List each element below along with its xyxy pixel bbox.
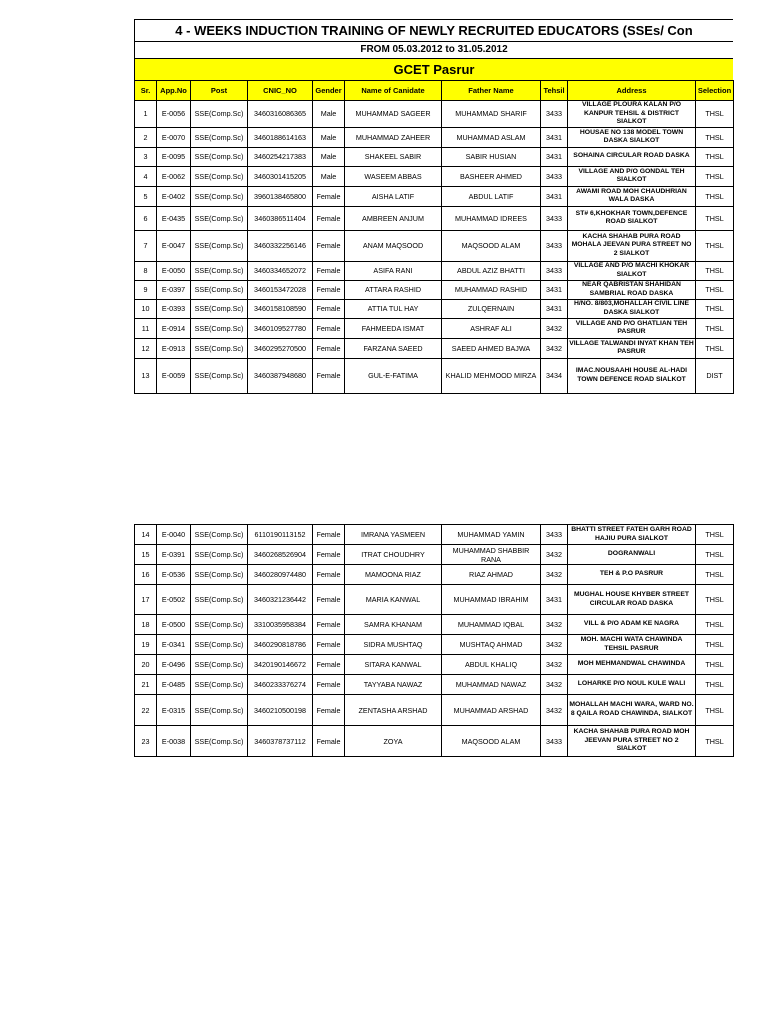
cell-sr: 6: [135, 206, 157, 230]
cell-gender: Female: [313, 299, 345, 318]
cell-name: ATTARA RASHID: [345, 280, 442, 299]
table-row: [135, 615, 734, 635]
cell-gender: Female: [313, 230, 345, 261]
cell-cnic: 3460301415205: [248, 166, 313, 186]
cell-address: KACHA SHAHAB PURA ROAD MOH JEEVAN PURA STREET NO 2 SIALKOT: [568, 726, 696, 757]
cell-address: VILLAGE AND P/O GHATLIAN TEH PASRUR: [568, 318, 696, 338]
cell-app-no: E-0914: [157, 318, 191, 338]
cell-father: MUHAMMAD SHARIF: [442, 101, 541, 128]
cell-app-no: E-0502: [157, 585, 191, 615]
cell-gender: Female: [313, 358, 345, 393]
cell-address: DOGRANWALI: [568, 545, 696, 565]
cell-address: AWAMI ROAD MOH CHAUDHRIAN WALA DASKA: [568, 186, 696, 206]
training-center: GCET Pasrur: [134, 58, 733, 80]
cell-app-no: E-0485: [157, 675, 191, 695]
cell-sr: 13: [135, 358, 157, 393]
cell-app-no: E-0500: [157, 615, 191, 635]
cell-post: SSE(Comp.Sc): [191, 318, 248, 338]
col-sr: Sr.: [135, 81, 157, 101]
cell-gender: Female: [313, 280, 345, 299]
cell-tehsil: 3432: [541, 615, 568, 635]
cell-post: SSE(Comp.Sc): [191, 675, 248, 695]
cell-selection: THSL: [696, 635, 734, 655]
cell-app-no: E-0047: [157, 230, 191, 261]
col-app-no: App.No: [157, 81, 191, 101]
cell-name: AISHA LATIF: [345, 186, 442, 206]
cell-cnic: 3460188614163: [248, 127, 313, 147]
cell-tehsil: 3431: [541, 127, 568, 147]
cell-tehsil: 3432: [541, 675, 568, 695]
cell-name: ANAM MAQSOOD: [345, 230, 442, 261]
cell-app-no: E-0059: [157, 358, 191, 393]
cell-father: ABDUL KHALIQ: [442, 655, 541, 675]
cell-gender: Female: [313, 318, 345, 338]
cell-name: MUHAMMAD ZAHEER: [345, 127, 442, 147]
cell-cnic: 3460290818786: [248, 635, 313, 655]
cell-selection: THSL: [696, 127, 734, 147]
cell-tehsil: 3432: [541, 565, 568, 585]
cell-address: MUGHAL HOUSE KHYBER STREET CIRCULAR ROAD DASKA: [568, 585, 696, 615]
cell-gender: Female: [313, 655, 345, 675]
cell-app-no: E-0341: [157, 635, 191, 655]
cell-gender: Female: [313, 338, 345, 358]
cell-name: ITRAT CHOUDHRY: [345, 545, 442, 565]
cell-sr: 17: [135, 585, 157, 615]
cell-sr: 22: [135, 695, 157, 726]
cell-address: KACHA SHAHAB PURA ROAD MOHALA JEEVAN PURA STREET NO 2 SIALKOT: [568, 230, 696, 261]
cell-father: MUHAMMAD IQBAL: [442, 615, 541, 635]
cell-selection: THSL: [696, 280, 734, 299]
cell-gender: Female: [313, 261, 345, 280]
cell-tehsil: 3432: [541, 338, 568, 358]
cell-father: MUHAMMAD NAWAZ: [442, 675, 541, 695]
col-cnic: CNIC_NO: [248, 81, 313, 101]
cell-name: SIDRA MUSHTAQ: [345, 635, 442, 655]
cell-gender: Female: [313, 695, 345, 726]
cell-sr: 11: [135, 318, 157, 338]
cell-sr: 15: [135, 545, 157, 565]
cell-gender: Male: [313, 101, 345, 128]
cell-address: VILL & P/O ADAM KE NAGRA: [568, 615, 696, 635]
cell-father: SABIR HUSIAN: [442, 147, 541, 166]
cell-name: ATTIA TUL HAY: [345, 299, 442, 318]
col-name: Name of Canidate: [345, 81, 442, 101]
cell-gender: Female: [313, 565, 345, 585]
cell-address: MOHALLAH MACHI WARA, WARD NO. 8 QAILA ROAD CHAWINDA, SIALKOT: [568, 695, 696, 726]
cell-name: ASIFA RANI: [345, 261, 442, 280]
cell-gender: Female: [313, 525, 345, 545]
cell-address: MOH MEHMANDWAL CHAWINDA: [568, 655, 696, 675]
cell-post: SSE(Comp.Sc): [191, 261, 248, 280]
cell-selection: THSL: [696, 261, 734, 280]
cell-name: GUL-E-FATIMA: [345, 358, 442, 393]
cell-app-no: E-0397: [157, 280, 191, 299]
cell-father: ASHRAF ALI: [442, 318, 541, 338]
cell-tehsil: 3433: [541, 206, 568, 230]
cell-cnic: 6110190113152: [248, 525, 313, 545]
cell-gender: Female: [313, 585, 345, 615]
cell-cnic: 3960138465800: [248, 186, 313, 206]
cell-selection: THSL: [696, 101, 734, 128]
cell-address: ST# 6,KHOKHAR TOWN,DEFENCE ROAD SIALKOT: [568, 206, 696, 230]
table-row: [135, 230, 734, 261]
table-row: [135, 101, 734, 128]
table-row: [135, 695, 734, 726]
cell-father: KHALID MEHMOOD MIRZA: [442, 358, 541, 393]
cell-name: AMBREEN ANJUM: [345, 206, 442, 230]
cell-gender: Female: [313, 206, 345, 230]
cell-father: SAEED AHMED BAJWA: [442, 338, 541, 358]
cell-name: MUHAMMAD SAGEER: [345, 101, 442, 128]
cell-name: ZENTASHA ARSHAD: [345, 695, 442, 726]
cell-cnic: 3460254217383: [248, 147, 313, 166]
cell-father: MUHAMMAD IDREES: [442, 206, 541, 230]
cell-tehsil: 3431: [541, 299, 568, 318]
cell-address: VILLAGE AND P/O MACHI KHOKAR SIALKOT: [568, 261, 696, 280]
cell-tehsil: 3431: [541, 186, 568, 206]
cell-sr: 21: [135, 675, 157, 695]
cell-selection: THSL: [696, 166, 734, 186]
cell-post: SSE(Comp.Sc): [191, 615, 248, 635]
cell-cnic: 3460280974480: [248, 565, 313, 585]
cell-app-no: E-0913: [157, 338, 191, 358]
cell-name: SAMRA KHANAM: [345, 615, 442, 635]
cell-gender: Female: [313, 675, 345, 695]
cell-name: SITARA KANWAL: [345, 655, 442, 675]
cell-cnic: 3310035958384: [248, 615, 313, 635]
cell-father: ABDUL AZIZ BHATTI: [442, 261, 541, 280]
cell-father: MUHAMMAD ARSHAD: [442, 695, 541, 726]
cell-gender: Male: [313, 166, 345, 186]
cell-post: SSE(Comp.Sc): [191, 206, 248, 230]
cell-sr: 4: [135, 166, 157, 186]
cell-cnic: 3460268526904: [248, 545, 313, 565]
cell-name: FAHMEEDA ISMAT: [345, 318, 442, 338]
cell-app-no: E-0056: [157, 101, 191, 128]
cell-gender: Female: [313, 726, 345, 757]
cell-sr: 1: [135, 101, 157, 128]
cell-selection: THSL: [696, 655, 734, 675]
cell-name: MAMOONA RIAZ: [345, 565, 442, 585]
table-row: [135, 338, 734, 358]
cell-gender: Female: [313, 635, 345, 655]
cell-address: LOHARKE P/O NOUL KULE WALI: [568, 675, 696, 695]
cell-cnic: 3460233376274: [248, 675, 313, 695]
candidate-table-2: [134, 524, 733, 757]
cell-address: VILLAGE TALWANDI INYAT KHAN TEH PASRUR: [568, 338, 696, 358]
cell-cnic: 3460295270500: [248, 338, 313, 358]
report-title: 4 - WEEKS INDUCTION TRAINING OF NEWLY RECRUITED EDUCATORS (SSEs/ Con: [134, 19, 733, 41]
cell-name: WASEEM ABBAS: [345, 166, 442, 186]
table-row: [135, 127, 734, 147]
cell-name: FARZANA SAEED: [345, 338, 442, 358]
cell-father: MUHAMMAD IBRAHIM: [442, 585, 541, 615]
cell-sr: 5: [135, 186, 157, 206]
cell-selection: THSL: [696, 545, 734, 565]
cell-tehsil: 3432: [541, 635, 568, 655]
cell-post: SSE(Comp.Sc): [191, 101, 248, 128]
cell-app-no: E-0040: [157, 525, 191, 545]
cell-sr: 9: [135, 280, 157, 299]
cell-cnic: 3460387948680: [248, 358, 313, 393]
cell-selection: THSL: [696, 318, 734, 338]
table-row: [135, 675, 734, 695]
cell-address: IMAC.NOUSAAHI HOUSE AL-HADI TOWN DEFENCE ROAD SIALKOT: [568, 358, 696, 393]
cell-name: MARIA KANWAL: [345, 585, 442, 615]
table-row: [135, 261, 734, 280]
cell-post: SSE(Comp.Sc): [191, 338, 248, 358]
cell-sr: 14: [135, 525, 157, 545]
col-post: Post: [191, 81, 248, 101]
cell-app-no: E-0393: [157, 299, 191, 318]
cell-cnic: 3460158108590: [248, 299, 313, 318]
cell-tehsil: 3433: [541, 261, 568, 280]
cell-selection: THSL: [696, 525, 734, 545]
cell-selection: THSL: [696, 695, 734, 726]
cell-address: BHATTI STREET FATEH GARH ROAD HAJIU PURA SIALKOT: [568, 525, 696, 545]
cell-selection: THSL: [696, 186, 734, 206]
cell-sr: 2: [135, 127, 157, 147]
cell-father: BASHEER AHMED: [442, 166, 541, 186]
cell-gender: Female: [313, 615, 345, 635]
table-row: [135, 166, 734, 186]
cell-father: MAQSOOD ALAM: [442, 726, 541, 757]
cell-address: VILLAGE AND P/O GONDAL TEH SIALKOT: [568, 166, 696, 186]
cell-cnic: 3460316086365: [248, 101, 313, 128]
cell-post: SSE(Comp.Sc): [191, 635, 248, 655]
table-row: [135, 358, 734, 393]
cell-app-no: E-0050: [157, 261, 191, 280]
col-gender: Gender: [313, 81, 345, 101]
cell-app-no: E-0435: [157, 206, 191, 230]
table-row: [135, 565, 734, 585]
cell-selection: THSL: [696, 206, 734, 230]
cell-address: TEH & P.O PASRUR: [568, 565, 696, 585]
cell-sr: 3: [135, 147, 157, 166]
cell-selection: THSL: [696, 615, 734, 635]
cell-cnic: 3460321236442: [248, 585, 313, 615]
cell-app-no: E-0062: [157, 166, 191, 186]
cell-sr: 7: [135, 230, 157, 261]
cell-gender: Male: [313, 147, 345, 166]
table-row: [135, 585, 734, 615]
cell-cnic: 3460334652072: [248, 261, 313, 280]
col-address: Address: [568, 81, 696, 101]
cell-cnic: 3420190146672: [248, 655, 313, 675]
cell-address: MOH. MACHI WATA CHAWINDA TEHSIL PASRUR: [568, 635, 696, 655]
cell-post: SSE(Comp.Sc): [191, 147, 248, 166]
cell-cnic: 3460386511404: [248, 206, 313, 230]
candidate-table-1: [134, 80, 733, 394]
cell-post: SSE(Comp.Sc): [191, 545, 248, 565]
cell-post: SSE(Comp.Sc): [191, 186, 248, 206]
cell-father: MUHAMMAD ASLAM: [442, 127, 541, 147]
cell-post: SSE(Comp.Sc): [191, 127, 248, 147]
cell-selection: THSL: [696, 675, 734, 695]
cell-gender: Female: [313, 545, 345, 565]
cell-post: SSE(Comp.Sc): [191, 358, 248, 393]
cell-app-no: E-0315: [157, 695, 191, 726]
table-row: [135, 318, 734, 338]
cell-tehsil: 3433: [541, 726, 568, 757]
cell-name: SHAKEEL SABIR: [345, 147, 442, 166]
table-row: [135, 726, 734, 757]
cell-selection: THSL: [696, 585, 734, 615]
cell-tehsil: 3434: [541, 358, 568, 393]
cell-app-no: E-0038: [157, 726, 191, 757]
cell-post: SSE(Comp.Sc): [191, 585, 248, 615]
table-row: [135, 635, 734, 655]
cell-sr: 23: [135, 726, 157, 757]
cell-tehsil: 3432: [541, 318, 568, 338]
cell-address: HOUSAE NO 138 MODEL TOWN DASKA SIALKOT: [568, 127, 696, 147]
cell-post: SSE(Comp.Sc): [191, 166, 248, 186]
table-row: [135, 280, 734, 299]
cell-selection: THSL: [696, 338, 734, 358]
cell-selection: DIST: [696, 358, 734, 393]
cell-sr: 19: [135, 635, 157, 655]
cell-sr: 20: [135, 655, 157, 675]
cell-tehsil: 3431: [541, 147, 568, 166]
cell-father: ABDUL LATIF: [442, 186, 541, 206]
cell-tehsil: 3433: [541, 230, 568, 261]
cell-address: H/NO. 8/803,MOHALLAH CIVIL LINE DASKA SIALKOT: [568, 299, 696, 318]
cell-address: SOHAINA CIRCULAR ROAD DASKA: [568, 147, 696, 166]
cell-post: SSE(Comp.Sc): [191, 230, 248, 261]
cell-post: SSE(Comp.Sc): [191, 695, 248, 726]
cell-selection: THSL: [696, 726, 734, 757]
cell-sr: 16: [135, 565, 157, 585]
cell-cnic: 3460332256146: [248, 230, 313, 261]
table-header-row: [135, 81, 734, 101]
table-row: [135, 186, 734, 206]
cell-sr: 8: [135, 261, 157, 280]
cell-tehsil: 3433: [541, 166, 568, 186]
col-selection: Selection: [696, 81, 734, 101]
table-row: [135, 147, 734, 166]
cell-post: SSE(Comp.Sc): [191, 525, 248, 545]
report-header: [134, 19, 733, 80]
cell-tehsil: 3431: [541, 585, 568, 615]
cell-selection: THSL: [696, 147, 734, 166]
cell-app-no: E-0391: [157, 545, 191, 565]
cell-cnic: 3460153472028: [248, 280, 313, 299]
cell-name: IMRANA YASMEEN: [345, 525, 442, 545]
cell-father: ZULQERNAIN: [442, 299, 541, 318]
cell-father: MUHAMMAD RASHID: [442, 280, 541, 299]
cell-selection: THSL: [696, 230, 734, 261]
cell-name: TAYYABA NAWAZ: [345, 675, 442, 695]
table-row: [135, 655, 734, 675]
cell-gender: Male: [313, 127, 345, 147]
cell-father: MUHAMMAD SHABBIR RANA: [442, 545, 541, 565]
cell-sr: 10: [135, 299, 157, 318]
cell-sr: 18: [135, 615, 157, 635]
cell-app-no: E-0402: [157, 186, 191, 206]
table-row: [135, 545, 734, 565]
cell-tehsil: 3432: [541, 545, 568, 565]
col-tehsil: Tehsil: [541, 81, 568, 101]
cell-address: VILLAGE PLOURA KALAN P/O KANPUR TEHSIL & DISTRICT SIALKOT: [568, 101, 696, 128]
cell-app-no: E-0095: [157, 147, 191, 166]
cell-tehsil: 3433: [541, 525, 568, 545]
cell-father: MUHAMMAD YAMIN: [442, 525, 541, 545]
cell-father: RIAZ AHMAD: [442, 565, 541, 585]
cell-father: MUSHTAQ AHMAD: [442, 635, 541, 655]
cell-post: SSE(Comp.Sc): [191, 299, 248, 318]
cell-father: MAQSOOD ALAM: [442, 230, 541, 261]
cell-tehsil: 3432: [541, 695, 568, 726]
cell-post: SSE(Comp.Sc): [191, 565, 248, 585]
cell-sr: 12: [135, 338, 157, 358]
cell-gender: Female: [313, 186, 345, 206]
cell-selection: THSL: [696, 565, 734, 585]
training-period: FROM 05.03.2012 to 31.05.2012: [134, 41, 733, 58]
cell-tehsil: 3431: [541, 280, 568, 299]
cell-post: SSE(Comp.Sc): [191, 726, 248, 757]
cell-tehsil: 3433: [541, 101, 568, 128]
table-row: [135, 525, 734, 545]
cell-cnic: 3460109527780: [248, 318, 313, 338]
table-row: [135, 206, 734, 230]
cell-tehsil: 3432: [541, 655, 568, 675]
cell-selection: THSL: [696, 299, 734, 318]
cell-app-no: E-0496: [157, 655, 191, 675]
cell-cnic: 3460210500198: [248, 695, 313, 726]
cell-address: NEAR QABRISTAN SHAHIDAN SAMBRIAL ROAD DASKA: [568, 280, 696, 299]
cell-name: ZOYA: [345, 726, 442, 757]
table-row: [135, 299, 734, 318]
cell-post: SSE(Comp.Sc): [191, 655, 248, 675]
col-father: Father Name: [442, 81, 541, 101]
cell-cnic: 3460378737112: [248, 726, 313, 757]
cell-app-no: E-0536: [157, 565, 191, 585]
cell-post: SSE(Comp.Sc): [191, 280, 248, 299]
cell-app-no: E-0070: [157, 127, 191, 147]
